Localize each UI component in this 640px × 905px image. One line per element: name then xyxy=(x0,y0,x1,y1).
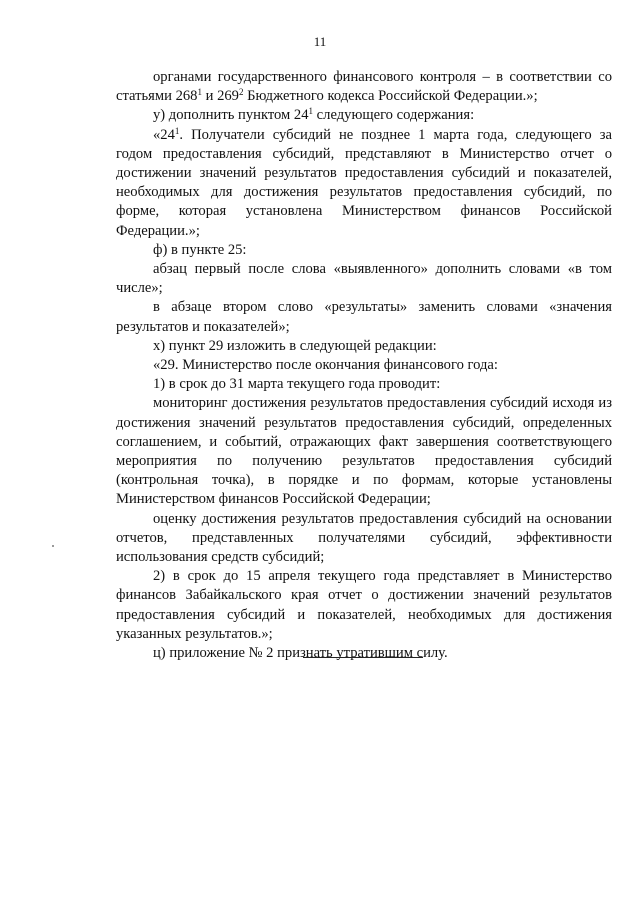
text-run: у) дополнить пунктом 24 xyxy=(153,107,309,124)
text-run: . Получатели субсидий не позднее 1 марта года, следующего за годом предоставления субсидий, представляют в Министерство отчет о достижении значений результатов предоставления субсидий и показателей, необходимых для достижения результатов предоставления субсидий, по форме, которая установлена Министерством финансов Российской Федерации.»; xyxy=(116,126,612,239)
margin-speck xyxy=(52,545,54,547)
text-run: абзац первый после слова «выявленного» дополнить словами «в том числе»; xyxy=(116,261,612,297)
superscript: 1 xyxy=(174,125,180,136)
paragraph-13 xyxy=(116,644,612,663)
end-of-text-rule xyxy=(303,657,423,658)
superscript: 2 xyxy=(238,87,244,98)
paragraph-6 xyxy=(116,298,612,336)
paragraph-11 xyxy=(116,510,612,568)
text-run: «24 xyxy=(153,126,175,143)
paragraph-2 xyxy=(116,106,612,125)
paragraph-9 xyxy=(116,375,612,394)
document-body xyxy=(116,68,612,663)
paragraph-5 xyxy=(116,260,612,298)
text-run: х) пункт 29 изложить в следующей редакции: xyxy=(153,337,437,354)
superscript: 1 xyxy=(308,106,314,117)
text-run: мониторинг достижения результатов предоставления субсидий исходя из достижения значений результатов предоставления субсидий, определенных соглашением, и событий, отражающих факт завершения соответствующего мероприятия по получению результатов предоставления субсидий (контрольная точка), в порядке и по формам, которые установлены Министерством финансов Российской Федерации; xyxy=(116,395,612,508)
paragraph-4 xyxy=(116,241,612,260)
paragraph-7 xyxy=(116,337,612,356)
superscript: 1 xyxy=(197,87,202,98)
paragraph-1 xyxy=(116,68,612,106)
text-run: ц) приложение № 2 признать утратившим силу. xyxy=(153,645,448,662)
text-run: в абзаце втором слово «результаты» заменить словами «значения результатов и показателей»; xyxy=(116,299,612,335)
text-run: 1) в срок до 31 марта текущего года проводит: xyxy=(153,376,441,393)
text-run: Бюджетного кодекса Российской Федерации.»; xyxy=(243,88,538,105)
text-run: 2) в срок до 15 апреля текущего года представляет в Министерство финансов Забайкальского края отчет о достижении значений результатов предоставления субсидий и показателей, необходимых для достижения указанных результатов.»; xyxy=(116,568,612,642)
paragraph-10 xyxy=(116,394,612,509)
paragraph-12 xyxy=(116,567,612,644)
text-run: ф) в пункте 25: xyxy=(153,241,247,258)
text-run: оценку достижения результатов предоставления субсидий на основании отчетов, представленных получателями субсидий, эффективности использования средств субсидий; xyxy=(116,510,612,566)
text-run: следующего содержания: xyxy=(313,107,475,124)
paragraph-3 xyxy=(116,126,612,241)
text-run: «29. Министерство после окончания финансового года: xyxy=(153,357,498,374)
paragraph-8 xyxy=(116,356,612,375)
text-run: и 269 xyxy=(201,88,239,105)
page-number: 11 xyxy=(313,34,327,49)
text-run: органами государственного финансового контроля – в соответствии со статьями 268 xyxy=(116,69,612,105)
